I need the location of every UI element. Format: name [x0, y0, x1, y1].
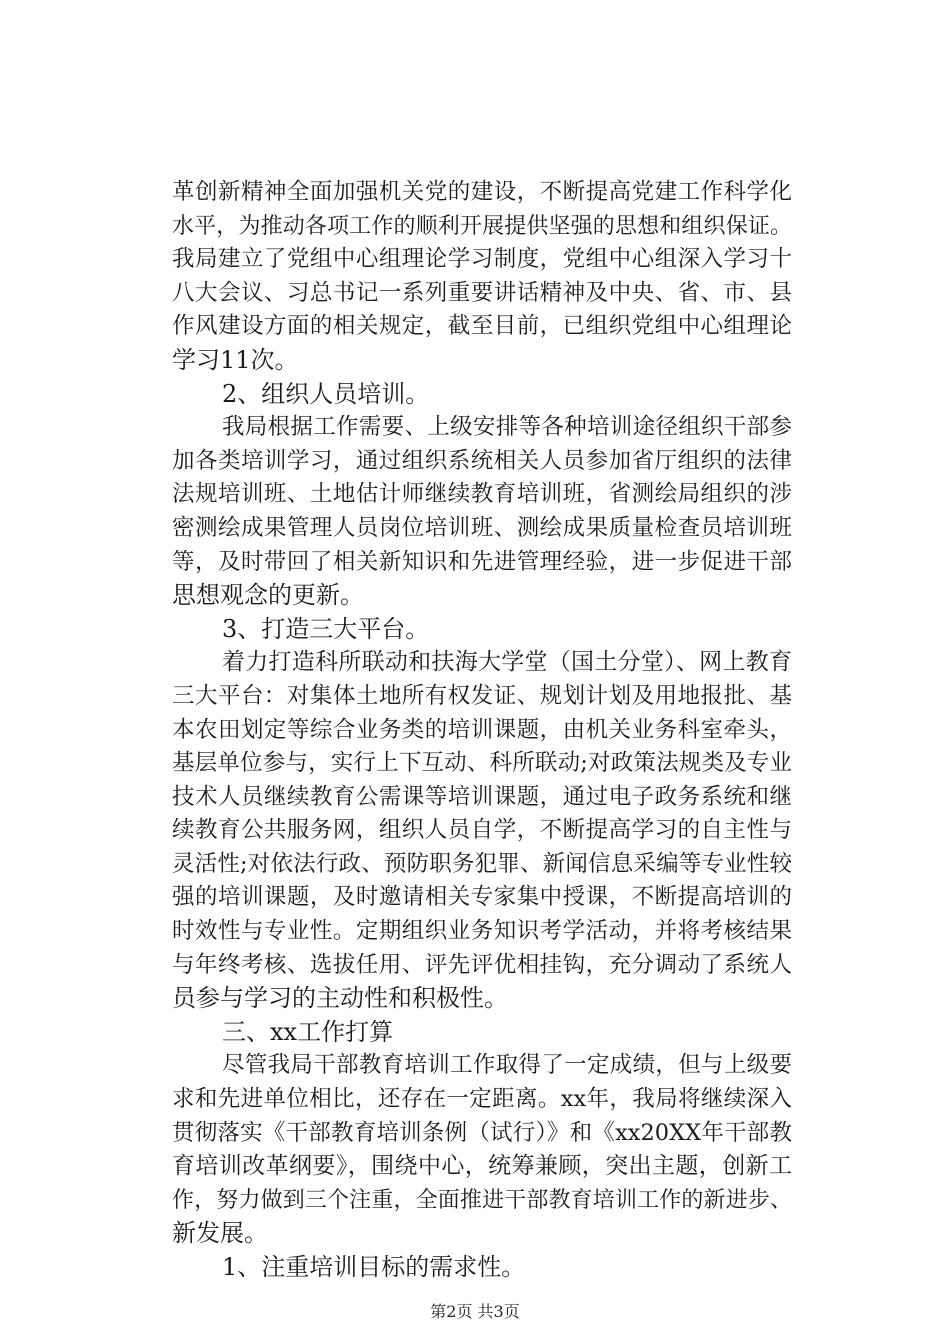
- text-line: 作风建设方面的相关规定，截至目前，已组织党组中心组理论: [172, 313, 792, 340]
- text-line: 与年终考核、选拔任用、评先评优相挂钩，充分调动了系统人: [172, 951, 792, 978]
- text-line: 水平，为推动各项工作的顺利开展提供坚强的思想和组织保证。: [172, 213, 792, 239]
- text-line: 灵活性;对依法行政、预防职务犯罪、新闻信息采编等专业性较: [172, 850, 792, 877]
- text-line: 技术人员继续教育公需课等培训课题，通过电子政务系统和继: [172, 783, 792, 810]
- text-line: 革创新精神全面加强机关党的建设，不断提高党建工作科学化: [172, 179, 792, 205]
- text-line: 基层单位参与，实行上下互动、科所联动;对政策法规类及专业: [172, 750, 792, 777]
- section-heading: 3、打造三大平台。: [222, 614, 430, 643]
- section-heading: 1、注重培训目标的需求性。: [222, 1253, 526, 1281]
- page-number-label: 第2页 共3页: [430, 1302, 520, 1321]
- text-line: 密测绘成果管理人员岗位培训班、测绘成果质量检查员培训班: [172, 514, 792, 541]
- text-line: 思想观念的更新。: [172, 581, 364, 610]
- text-line: 法规培训班、土地估计师继续教育培训班，省测绘局组织的涉: [172, 481, 792, 508]
- text-line: 加各类培训学习，通过组织系统相关人员参加省厅组织的法律: [172, 447, 792, 474]
- text-line: 时效性与专业性。定期组织业务知识考学活动，并将考核结果: [172, 918, 792, 945]
- text-line: 本农田划定等综合业务类的培训课题，由机关业务科室牵头，: [172, 716, 792, 743]
- page-footer: [0, 1302, 950, 1322]
- text-line: 续教育公共服务网，组织人员自学，不断提高学习的自主性与: [172, 817, 792, 844]
- text-line: 着力打造科所联动和扶海大学堂（国土分堂）、网上教育: [222, 649, 792, 676]
- text-line: 育培训改革纲要》，围绕中心，统筹兼顾，突出主题，创新工: [172, 1153, 792, 1180]
- text-line: 三大平台：对集体土地所有权发证、规划计划及用地报批、基: [172, 682, 792, 709]
- text-line: 尽管我局干部教育培训工作取得了一定成绩，但与上级要: [222, 1052, 792, 1079]
- text-line: 我局建立了党组中心组理论学习制度，党组中心组深入学习十: [172, 246, 792, 273]
- section-heading: 2、组织人员培训。: [222, 379, 430, 408]
- text-line: 贯彻落实《干部教育培训条例（试行）》和《xx20XX年干部教: [172, 1119, 792, 1146]
- text-line: 员参与学习的主动性和积极性。: [172, 984, 508, 1013]
- text-line: 我局根据工作需要、上级安排等各种培训途径组织干部参: [222, 414, 792, 441]
- text-line: 强的培训课题，及时邀请相关专家集中授课，不断提高培训的: [172, 884, 792, 911]
- section-heading: 三、xx工作打算: [222, 1017, 394, 1046]
- text-line: 新发展。: [172, 1219, 268, 1248]
- text-line: 等，及时带回了相关新知识和先进管理经验，进一步促进干部: [172, 548, 792, 575]
- text-line: 作，努力做到三个注重，全面推进干部教育培训工作的新进步、: [172, 1187, 792, 1213]
- text-line: 学习11次。: [172, 345, 299, 374]
- document-body: [172, 176, 792, 1285]
- text-line: 求和先进单位相比，还存在一定距离。xx年，我局将继续深入: [172, 1086, 792, 1113]
- text-line: 八大会议、习总书记一系列重要讲话精神及中央、省、市、县: [172, 279, 792, 306]
